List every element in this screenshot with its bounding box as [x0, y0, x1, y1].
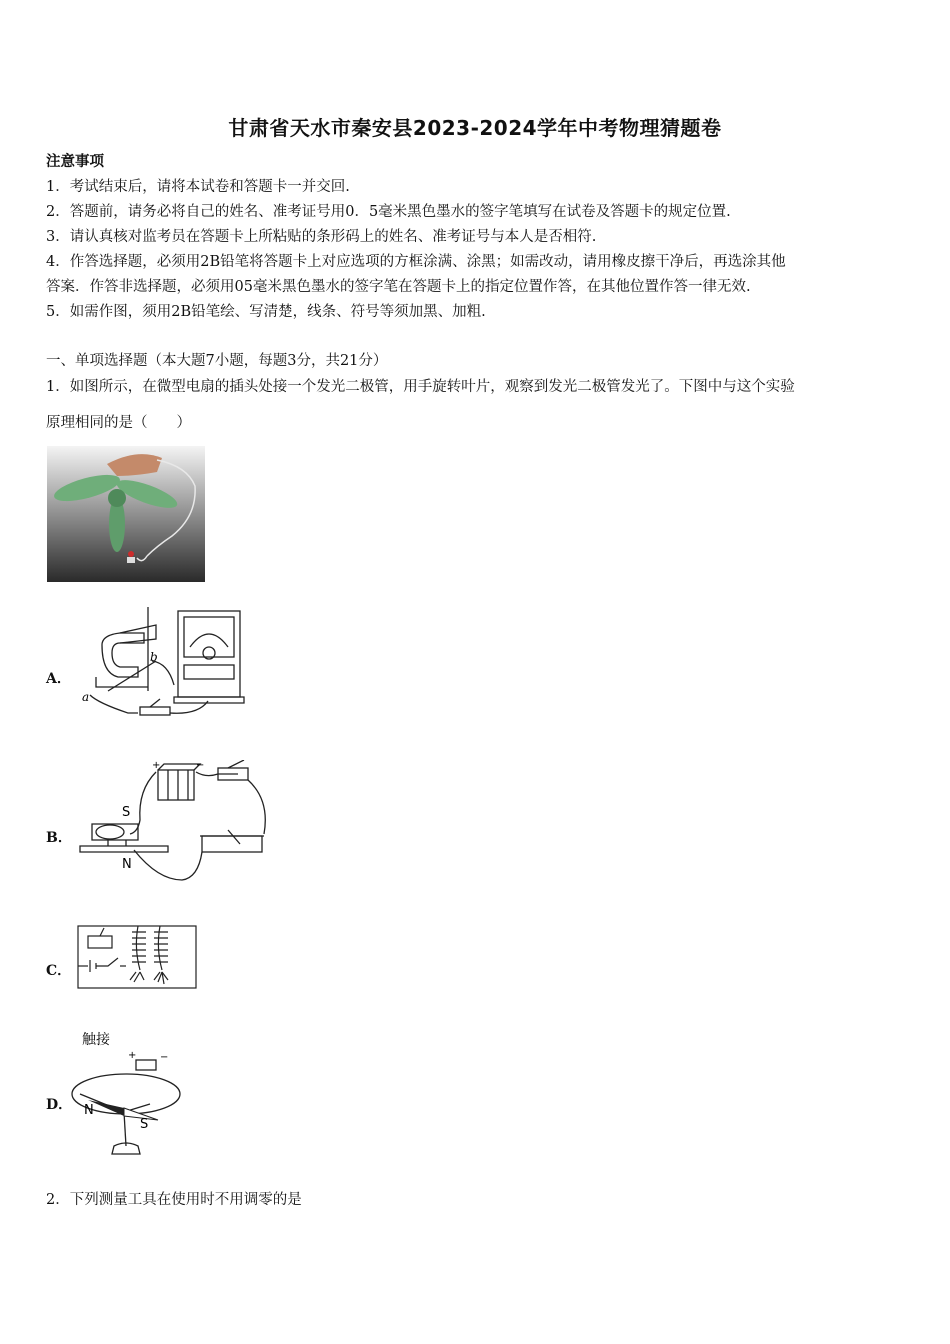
question-1-text: 1．如图所示，在微型电扇的插头处接一个发光二极管，用手旋转叶片，观察到发光二极管发光了。下图中与这个实验	[46, 379, 795, 395]
fan-photo	[47, 446, 205, 582]
option-d-label-minus: −	[160, 1052, 169, 1063]
option-a-label: A．	[46, 671, 71, 687]
page-title: 甘肃省天水市秦安县2023-2024学年中考物理猜题卷	[228, 116, 722, 140]
question-2-text: 2．下列测量工具在使用时不用调零的是	[46, 1192, 302, 1208]
option-d-label-plus: +	[128, 1050, 137, 1061]
option-a-label-a: a	[82, 690, 90, 704]
option-b-label-plus: +	[152, 760, 161, 771]
option-d-label-touch: 触接	[82, 1032, 110, 1048]
option-a-label-b: b	[150, 650, 158, 664]
option-b-label-s: S	[122, 805, 131, 820]
option-c-figure	[74, 918, 200, 994]
option-b-label-n: N	[122, 857, 132, 872]
option-d-figure	[70, 1028, 186, 1160]
note-item-5: 5．如需作图，须用2B铅笔绘、写清楚，线条、符号等须加黑、加粗.	[46, 304, 486, 320]
option-b-figure	[78, 760, 278, 890]
question-1-text-cont: 原理相同的是（ ）	[46, 415, 191, 431]
option-d-label-s: S	[140, 1117, 149, 1132]
note-item-4: 4．作答选择题，必须用2B铅笔将答题卡上对应选项的方框涂满、涂黑；如需改动，请用橡皮擦干净后，再选涂其他	[46, 254, 786, 270]
option-d-label: D．	[46, 1097, 73, 1113]
option-b-label: B．	[46, 830, 72, 846]
option-a-figure	[78, 603, 250, 735]
option-b-label-minus: −	[196, 760, 205, 771]
option-c-label: C．	[46, 963, 72, 979]
note-item-3: 3．请认真核对监考员在答题卡上所粘贴的条形码上的姓名、准考证号与本人是否相符.	[46, 229, 597, 245]
section-heading: 一、单项选择题（本大题7小题，每题3分，共21分）	[46, 353, 388, 369]
option-d-label-n: N	[84, 1103, 94, 1118]
note-item-4-cont: 答案．作答非选择题，必须用05毫米黑色墨水的签字笔在答题卡上的指定位置作答，在其他位置作答一律无效.	[46, 279, 751, 295]
note-item-2: 2．答题前，请务必将自己的姓名、准考证号用0．5毫米黑色墨水的签字笔填写在试卷及答题卡的规定位置.	[46, 204, 731, 220]
note-item-1: 1．考试结束后，请将本试卷和答题卡一并交回.	[46, 179, 350, 195]
notes-heading: 注意事项	[46, 153, 104, 170]
